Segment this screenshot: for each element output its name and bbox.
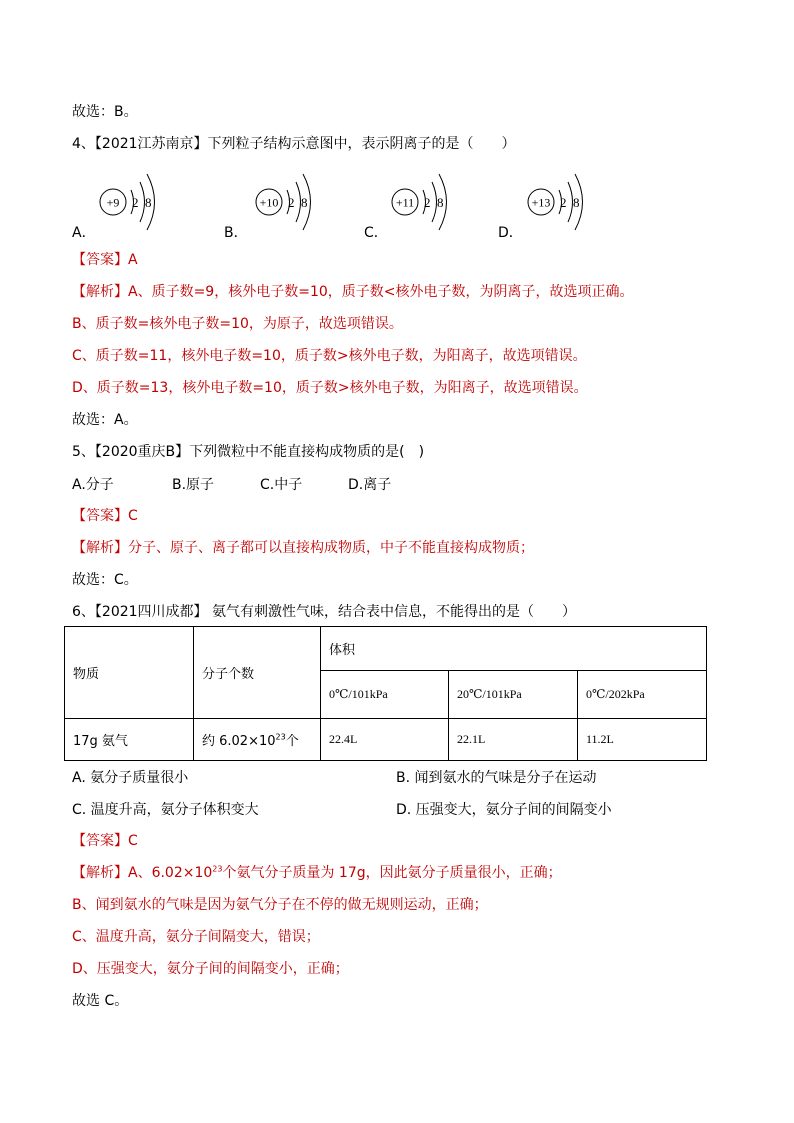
answer-value: C [128,508,138,524]
nucleus-charge-b: +10 [259,195,279,210]
header-substance: 物质 [65,627,194,719]
atom-diagram-c [388,168,468,238]
q4-explanation-4: D、质子数=13，核外电子数=10，质子数>核外电子数，为阳离子，故选项错误。 [72,380,588,396]
atom-diagram-b [252,168,332,238]
q6-selection: 故选 C。 [72,993,129,1009]
answer-label: 【答案】 [72,508,128,524]
q5-option-b: B.原子 [172,477,215,493]
header-molecule-count: 分子个数 [194,627,321,719]
atom-diagram-d [524,168,604,238]
q6-explanation-1: 【解析】A、$6.02\times 10^{23}$个氨气分子质量为 17g，因此氨分子质量很小，正确； [72,864,562,881]
shell-1-electrons-a: 2 [132,195,139,210]
shell-2-electrons-a: 8 [145,195,152,210]
q6-explanation-2: B、闻到氨水的气味是因为氨气分子在不停的做无规则运动，正确； [72,897,488,913]
shell-1-electrons-b: 2 [288,195,295,210]
explanation-label: 【解析】 [72,865,128,881]
q5-selection: 故选：C。 [72,572,138,588]
q6-answer [72,831,138,851]
q5-option-c: C.中子 [260,477,303,493]
shell-2-electrons-b: 8 [301,195,308,210]
q4-explanation-3: C、质子数=11，核外电子数=10，质子数>核外电子数，为阳离子，故选项错误。 [72,348,587,364]
cell-molecule-count: 约 $6.02\times 10^{23}$个 [194,719,321,761]
condition-1: 0℃/101kPa [321,671,449,719]
q6-option-c: C. 温度升高，氨分子体积变大 [72,802,259,818]
shell-1-electrons-d: 2 [560,195,567,210]
q6-option-b: B. 闻到氨水的气味是分子在运动 [396,770,597,786]
shell-1-electrons-c: 2 [424,195,431,210]
condition-3: 0℃/202kPa [578,671,707,719]
cell-volume-1: 22.4L [321,719,449,761]
q4-selection: 故选：A。 [72,412,138,428]
option-label-b: B． [224,225,248,241]
answer-value: A [128,252,138,268]
header-volume: 体积 [321,627,707,671]
option-label-c: C． [364,225,388,241]
answer-label: 【答案】 [72,833,128,849]
shell-2-electrons-d: 8 [573,195,580,210]
q4-explanation-2: B、质子数=核外电子数=10，为原子，故选项错误。 [72,316,403,332]
explanation-label: 【解析】 [72,540,128,556]
question-5-stem: 5、【2020重庆B】下列微粒中不能直接构成物质的是( ) [72,444,425,460]
q6-explanation-4: D、压强变大，氨分子间的间隔变小，正确； [72,961,349,977]
nucleus-charge-c: +11 [395,195,415,210]
q5-answer [72,506,138,526]
atom-diagram-a [96,168,176,238]
ammonia-data-table [64,626,707,761]
q5-explanation: 【解析】分子、原子、离子都可以直接构成物质，中子不能直接构成物质； [72,540,534,556]
nucleus-charge-d: +13 [531,195,551,210]
question-6-stem: 6、【2021四川成都】 氨气有刺激性气味，结合表中信息，不能得出的是（ ） [72,604,576,620]
explanation-label: 【解析】 [72,284,128,300]
cell-volume-3: 11.2L [578,719,707,761]
prev-selection: 故选：B。 [72,104,138,120]
option-label-d: D． [498,225,523,241]
question-4-stem: 4、【2021江苏南京】下列粒子结构示意图中，表示阴离子的是（ ） [72,136,516,152]
q6-option-a: A. 氨分子质量很小 [72,770,189,786]
condition-2: 20℃/101kPa [449,671,578,719]
q5-option-d: D.离子 [348,477,392,493]
q4-explanation-1: 【解析】A、质子数=9，核外电子数=10，质子数<核外电子数，为阴离子，故选项正确。 [72,284,634,300]
cell-volume-2: 22.1L [449,719,578,761]
q6-explanation-3: C、温度升高，氨分子间隔变大，错误； [72,929,320,945]
option-label-a: A． [72,225,96,241]
cell-substance: 17g 氨气 [65,719,194,761]
q5-option-a: A.分子 [72,477,114,493]
shell-2-electrons-c: 8 [437,195,444,210]
answer-value: C [128,833,138,849]
answer-label: 【答案】 [72,252,128,268]
q4-answer [72,250,138,270]
nucleus-charge-a: +9 [106,195,120,210]
q6-option-d: D. 压强变大，氨分子间的间隔变小 [396,802,612,818]
